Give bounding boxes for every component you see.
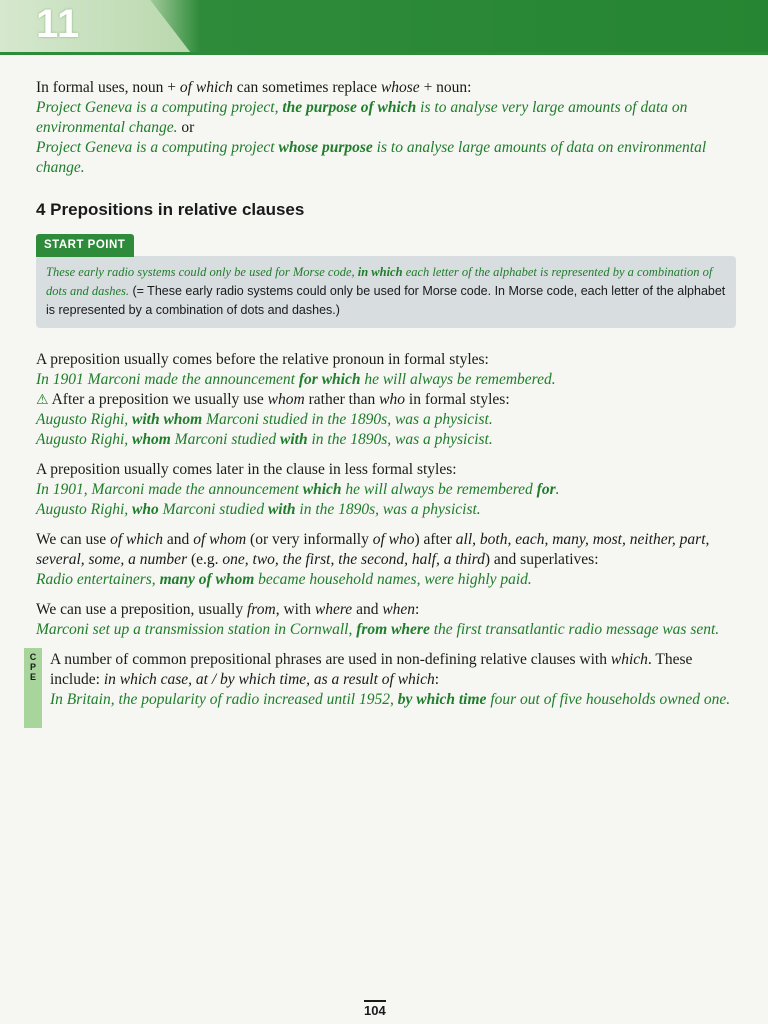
header-rule (0, 52, 768, 55)
warning-icon: ⚠ (36, 392, 49, 408)
chapter-number: 11 (36, 2, 81, 46)
page-content (29, 78, 736, 710)
page-number: 104 (364, 1000, 386, 1018)
start-point (36, 234, 736, 328)
block-of-which: We can use of which and of whom (or very informally of who) after all, both, each, many, most, neither, part, several, some, a number (e.g. one, two, the first, the second, half, a third) and superlatives: Radio entertainers, many of whom became household names, were highly paid. (36, 531, 710, 588)
block-where-when: We can use a preposition, usually from, with where and when: Marconi set up a transmission station in Cornwall, from where the first transatlantic radio message was sent. (36, 601, 720, 638)
chapter-header (0, 0, 768, 56)
section-heading: 4 Prepositions in relative clauses (36, 200, 305, 219)
start-point-label: START POINT (36, 234, 134, 257)
block-cpe: C P E A number of common prepositional phrases are used in non-defining relative clauses with which. These include: in which case, at / by which time, as a result of which: In Britain, the popularity of radio increased until 1952, by which time four out of five households owned one. (36, 650, 736, 710)
warning-note: ⚠ After a preposition we usually use whom rather than who in formal styles: (36, 391, 510, 408)
block-informal: A preposition usually comes later in the clause in less formal styles: In 1901, Marconi made the announcement which he will always be remembered for. Augusto Righi, who Marconi studied with in the 1890s, was a physicist. (36, 461, 560, 518)
start-point-box: These early radio systems could only be used for Morse code, in which each letter of the alphabet is represented by a combination of dots and dashes. (= These early radio systems could only be used for Morse code. In Morse code, each letter of the alphabet is represented by a combination of dots and dashes.) (36, 256, 736, 328)
cpe-badge: C P E (24, 648, 42, 728)
intro-example-1: Project Geneva is a computing project, the purpose of which is to analyse very large amounts of data on environmental change. or (36, 99, 688, 136)
intro-example-2: Project Geneva is a computing project whose purpose is to analyse large amounts of data on environmental change. (36, 139, 707, 176)
block-formal: A preposition usually comes before the relative pronoun in formal styles: In 1901 Marconi made the announcement for which he will always be remembered. ⚠ After a preposition we usually use whom rather than who in formal styles: Augusto Righi, with whom Marconi studied in the 1890s, was a physicist. Augusto Righi, whom Marconi studied with in the 1890s, was a physicist. (36, 350, 736, 450)
intro-text: In formal uses, noun + of which can sometimes replace whose + noun: (36, 79, 472, 96)
